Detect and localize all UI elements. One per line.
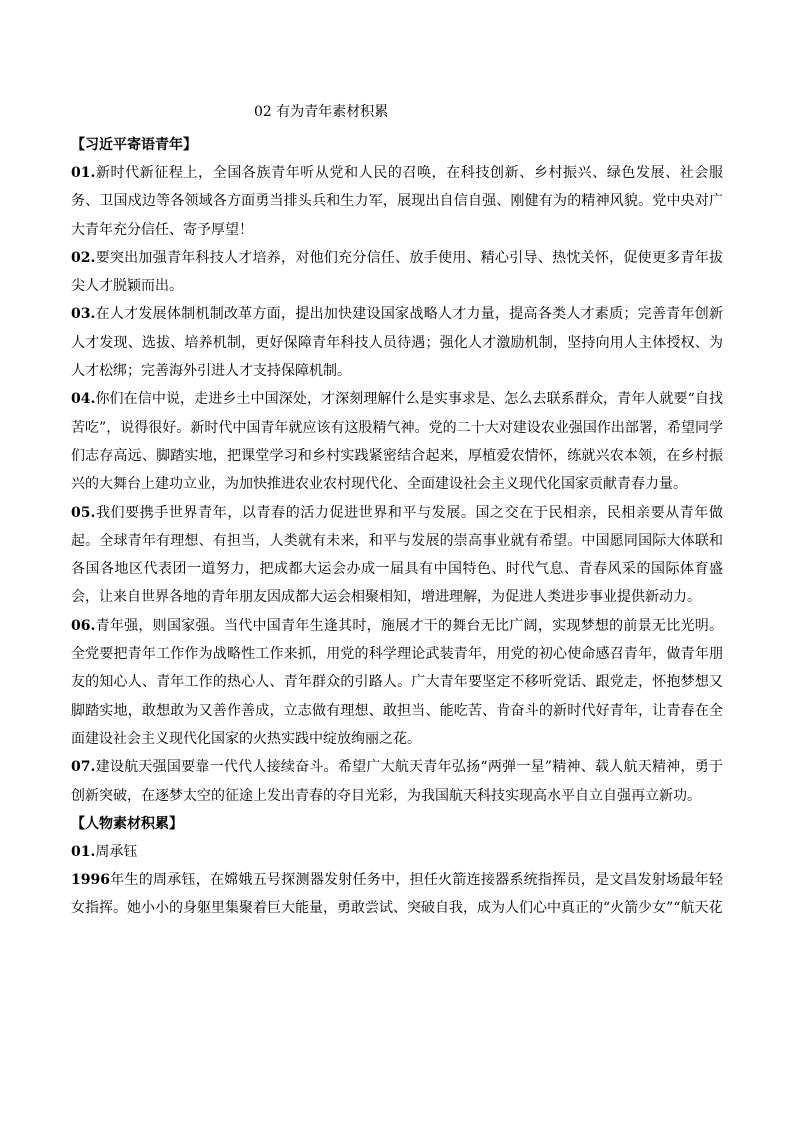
item-text: 在人才发展体制机制改革方面，提出加快建设国家战略人才力量，提高各类人才素质；完善青年创新人才发现、选拔、培养机制，更好保障青年科技人员待遇；强化人才激励机制，坚持向用人主体授权、为人才松绑；完善海外引进人才支持保障机制。 [71,306,723,380]
item-number: 06. [71,617,96,634]
document-body [71,131,723,922]
quote-item-01 [71,159,723,244]
birth-year: 1996 [71,871,110,888]
item-number: 07. [71,759,96,776]
quote-item-02 [71,244,723,301]
quote-item-07 [71,753,723,810]
item-number: 05. [71,504,96,521]
person-paragraph-text: 年生的周承钰，在嫦娥五号探测器发射任务中，担任火箭连接器系统指挥员，是文昌发射场最年轻女指挥。她小小的身躯里集聚着巨大能量，勇敢尝试、突破自我，成为人们心中真正的“火箭少女”“航天花 [71,871,723,917]
quote-item-05 [71,499,723,612]
section-heading-character-materials: 【人物素材积累】 [71,815,183,832]
document-title: 02 有为青年素材积累 [254,104,389,120]
quote-item-03 [71,300,723,385]
quote-item-06 [71,612,723,753]
item-number: 03. [71,306,96,323]
item-number: 02. [71,249,96,266]
item-number: 01. [71,165,96,181]
item-text: 建设航天强国要靠一代代人接续奋斗。希望广大航天青年弘扬“两弹一星”精神、载人航天精神，勇于创新突破，在逐梦太空的征途上发出青春的夺目光彩，为我国航天科技实现高水平自立自强再立新功。 [71,759,723,804]
item-text: 你们在信中说，走进乡土中国深处，才深刻理解什么是实事求是、怎么去联系群众，青年人就要“自找苦吃”，说得很好。新时代中国青年就应该有这股精气神。党的二十大对建设农业强国作出部署，希望同学们志存高远、脚踏实地，把课堂学习和乡村实践紧密结合起来，厚植爱农情怀，练就兴农本领，在乡村振兴的大舞台上建功立业，为加快推进农业农村现代化、全面建设社会主义现代化国家贡献青春力量。 [71,391,723,493]
person-heading-01 [71,838,723,866]
item-text: 新时代新征程上，全国各族青年听从党和人民的召唤，在科技创新、乡村振兴、绿色发展、社会服务、卫国戍边等各领域各方面勇当排头兵和生力军，展现出自信自强、刚健有为的精神风貌。党中央对广大青年充分信任、寄予厚望！ [71,165,723,238]
item-text: 我们要携手世界青年，以青春的活力促进世界和平与发展。国之交在于民相亲，民相亲要从青年做起。全球青年有理想、有担当，人类就有未来，和平与发展的崇高事业就有希望。中国愿同国际大体联和各国各地区代表团一道努力，把成都大运会办成一届具有中国特色、时代气息、青春风采的国际体育盛会，让来自世界各地的青年朋友因成都大运会相聚相知，增进理解，为促进人类进步事业提供新动力。 [71,504,723,606]
person-number: 01. [71,843,96,860]
item-number: 04. [71,391,96,408]
item-text: 青年强，则国家强。当代中国青年生逢其时，施展才干的舞台无比广阔，实现梦想的前景无比光明。全党要把青年工作作为战略性工作来抓，用党的科学理论武装青年，用党的初心使命感召青年，做青年朋友的知心人、青年工作的热心人、青年群众的引路人。广大青年要坚定不移听党话、跟党走，怀抱梦想又脚踏实地，敢想敢为又善作善成，立志做有理想、敢担当、能吃苦、肯奋斗的新时代好青年，让青春在全面建设社会主义现代化国家的火热实践中绽放绚丽之花。 [71,617,723,747]
person-name: 周承钰 [95,843,138,860]
quote-item-04 [71,385,723,498]
item-text: 要突出加强青年科技人才培养，对他们充分信任、放手使用、精心引导、热忱关怀，促使更多青年拔尖人才脱颖而出。 [71,249,723,295]
section-heading-xi-quotes: 【习近平寄语青年】 [71,137,197,153]
person-paragraph-01 [71,866,723,923]
